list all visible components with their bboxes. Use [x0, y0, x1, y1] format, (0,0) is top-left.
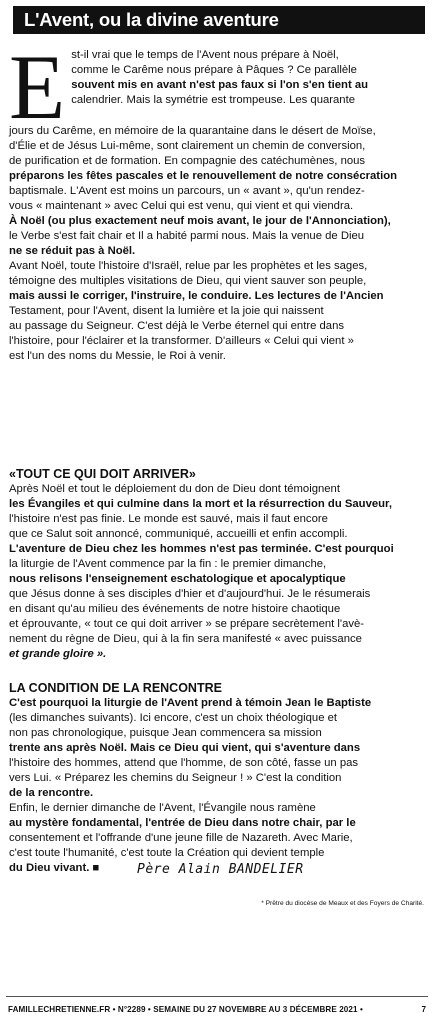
section-heading: LA CONDITION DE LA RENCONTRE — [9, 681, 222, 695]
footnote: * Prêtre du diocèse de Meaux et des Foyers de Charité. — [261, 900, 424, 907]
intro-line: témoigne des multiples visitations de Dieu, qui vient sauver son peuple, — [9, 275, 367, 287]
drop-cap: E — [9, 36, 66, 138]
section-line: (les dimanches suivants). Ici encore, c'est un choix théologique et — [9, 712, 338, 724]
page-number: 7 — [421, 1005, 426, 1014]
section-2 — [9, 680, 427, 876]
section-line: vers Lui. « Préparez les chemins du Seigneur ! » C'est la condition — [9, 772, 342, 784]
section-line: de la rencontre. — [9, 787, 94, 799]
intro-line: jours du Carême, en mémoire de la quarantaine dans le désert de Moïse, — [9, 125, 376, 137]
section-line: en disant qu'au milieu des événements de notre histoire chaotique — [9, 603, 341, 615]
intro-line: de purification et de formation. En compagnie des catéchumènes, nous — [9, 155, 366, 167]
author-signature: Père Alain BANDELIER — [137, 862, 304, 877]
intro-line: le Verbe s'est fait chair et Il a habité parmi nous. Mais la venue de Dieu — [9, 230, 365, 242]
section-line: que ce Salut soit annoncé, communiqué, accueilli et enfin accompli. — [9, 528, 348, 540]
section-line: nous relisons l'enseignement eschatologique et apocalyptique — [9, 573, 346, 585]
section-line: l'histoire des hommes, attend que l'homme, de son côté, fasse un pas — [9, 757, 359, 769]
section-line: nement du règne de Dieu, qui à la fin sera manifesté « avec puissance — [9, 633, 362, 645]
section-line: la liturgie de l'Avent commence par la fin : le premier dimanche, — [9, 558, 327, 570]
intro-line: au passage du Seigneur. C'est déjà le Verbe éternel qui entre dans — [9, 320, 345, 332]
intro-line: l'histoire, pour l'éclairer et la transformer. D'ailleurs « Celui qui vient » — [9, 335, 354, 347]
section-line: Enfin, le dernier dimanche de l'Avent, l'Évangile nous ramène — [9, 802, 316, 814]
section-line: Après Noël et tout le déploiement du don de Dieu dont témoignent — [9, 483, 340, 495]
intro-line: est l'un des noms du Messie, le Roi à venir. — [9, 350, 226, 362]
intro-line: souvent mis en avant n'est pas faux si l'on s'en tient au — [71, 79, 369, 91]
section-line: l'histoire n'est pas finie. Le monde est sauvé, mais il faut encore — [9, 513, 328, 525]
section-line: L'aventure de Dieu chez les hommes n'est pas terminée. C'est pourquoi — [9, 543, 394, 555]
section-1 — [9, 466, 427, 662]
footer-divider — [6, 996, 428, 997]
section-line: consentement et l'offrande d'une jeune fille de Nazareth. Avec Marie, — [9, 832, 353, 844]
section-line: et grande gloire ». — [9, 648, 107, 660]
intro-block — [9, 36, 427, 364]
section-line: et éprouvante, « tout ce qui doit arriver » se prépare secrètement l'avè- — [9, 618, 365, 630]
article-title: L'Avent, ou la divine aventure — [13, 6, 425, 34]
section-line: les Évangiles et qui culmine dans la mort et la résurrection du Sauveur, — [9, 498, 392, 510]
intro-line: comme le Carême nous prépare à Pâques ? Ce parallèle — [71, 64, 357, 76]
intro-line: vous « maintenant » avec Celui qui est venu, qui vient et qui viendra. — [9, 200, 354, 212]
section-line: au mystère fondamental, l'entrée de Dieu dans notre chair, par le — [9, 817, 356, 829]
intro-line: d'Élie et de Jésus Lui-même, sont clairement un chemin de conversion, — [9, 140, 366, 152]
section-line: c'est toute l'humanité, c'est toute la Création qui devient temple — [9, 847, 325, 859]
section-heading: «TOUT CE QUI DOIT ARRIVER» — [9, 467, 196, 481]
intro-line: mais aussi le corriger, l'instruire, le conduire. Les lectures de l'Ancien — [9, 290, 384, 302]
intro-line: À Noël (ou plus exactement neuf mois avant, le jour de l'Annonciation), — [9, 215, 391, 227]
section-line: du Dieu vivant. ■ — [9, 862, 100, 874]
section-line: que Jésus donne à ses disciples d'hier et d'aujourd'hui. Je le résumerais — [9, 588, 371, 600]
section-line: non pas chronologique, puisque Jean commencera sa mission — [9, 727, 322, 739]
intro-line: calendrier. Mais la symétrie est trompeuse. Les quarante — [71, 94, 356, 106]
intro-line: st-il vrai que le temps de l'Avent nous prépare à Noël, — [71, 49, 339, 61]
intro-line: préparons les fêtes pascales et le renouvellement de notre consécration — [9, 170, 398, 182]
footer-text: FAMILLECHRETIENNE.FR • N°2289 • SEMAINE DU 27 NOVEMBRE AU 3 DÉCEMBRE 2021 • — [8, 1005, 363, 1014]
intro-line: Avant Noël, toute l'histoire d'Israël, relue par les prophètes et les sages, — [9, 260, 368, 272]
intro-line: baptismale. L'Avent est moins un parcours, un « avant », qu'un rendez- — [9, 185, 365, 197]
section-line: C'est pourquoi la liturgie de l'Avent prend à témoin Jean le Baptiste — [9, 697, 372, 709]
intro-line: ne se réduit pas à Noël. — [9, 245, 136, 257]
section-line: trente ans après Noël. Mais ce Dieu qui vient, qui s'aventure dans — [9, 742, 361, 754]
intro-line: Testament, pour l'Avent, disent la lumière et la joie qui naissent — [9, 305, 324, 317]
